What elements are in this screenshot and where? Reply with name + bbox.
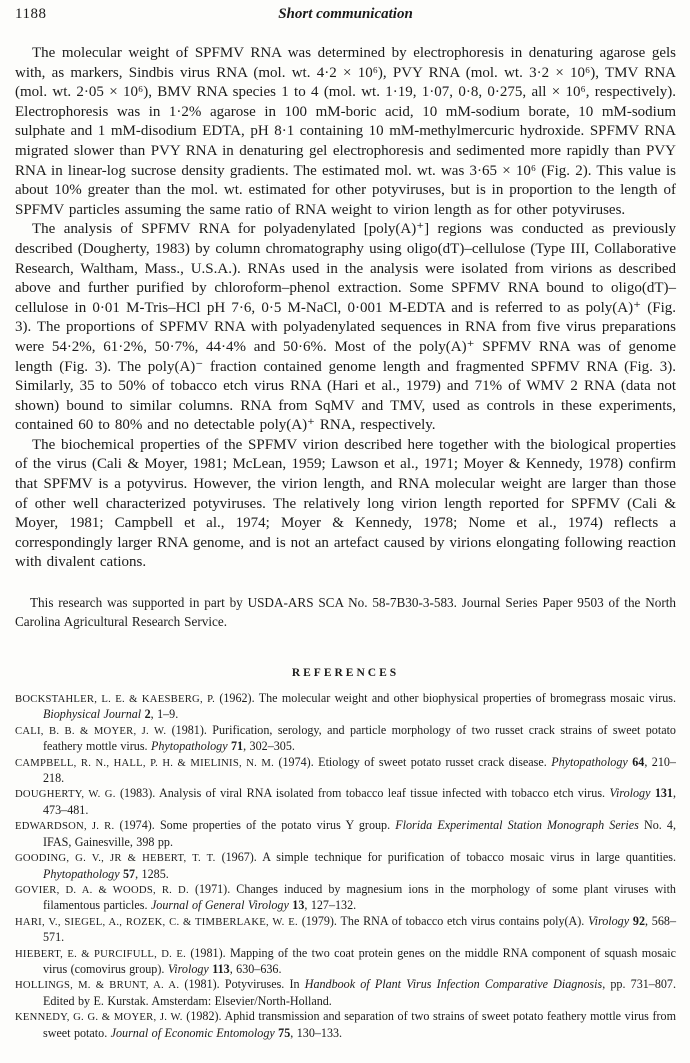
reference-volume: 71 — [227, 739, 244, 754]
reference-authors: DOUGHERTY, W. G. — [15, 789, 116, 801]
reference-volume: 131 — [650, 786, 673, 801]
reference-source: Journal of General Virology — [150, 898, 289, 913]
reference-source: Handbook of Plant Virus Infection Comparative Diagnosis — [304, 977, 603, 992]
reference-pages: , pp. 731–807. Edited by E. Kurstak. Amsterdam: Elsevier/North-Holland. — [43, 977, 677, 1008]
reference-volume: 113 — [208, 961, 230, 976]
reference-body: (1981). Potyviruses. In — [179, 977, 305, 992]
reference-source: Florida Experimental Station Monograph Series — [395, 818, 639, 833]
reference-body: (1982). Aphid transmission and separation of two strains of sweet potato feathery mottle virus from sweet potato. — [43, 1009, 676, 1040]
reference-pages: , 130–133. — [290, 1025, 343, 1040]
reference-pages: , 1285. — [135, 866, 169, 881]
reference-source: Biophysical Journal — [43, 707, 142, 722]
reference-item — [15, 691, 676, 723]
reference-item — [15, 914, 676, 946]
reference-volume: 57 — [119, 866, 136, 881]
reference-authors: CAMPBELL, R. N., HALL, P. H. & MIELINIS, N. M. — [15, 757, 275, 769]
reference-pages: No. 4, IFAS, Gainesville, 398 pp. — [43, 818, 676, 849]
reference-authors: HOLLINGS, M. & BRUNT, A. A. — [15, 980, 180, 992]
reference-source: Phytopathology — [151, 739, 228, 754]
reference-body: (1971). Changes induced by magnesium ions in the morphology of some plant viruses with filamentous particles. — [43, 881, 676, 913]
reference-source: Virology — [588, 913, 630, 928]
reference-item — [15, 882, 676, 914]
reference-authors: HIEBERT, E. & PURCIFULL, D. E. — [15, 948, 186, 960]
reference-volume: 13 — [288, 898, 305, 913]
reference-volume: 75 — [274, 1025, 291, 1040]
reference-pages: , 568–571. — [43, 913, 676, 945]
references-heading: REFERENCES — [291, 667, 400, 680]
reference-authors: GOVIER, D. A. & WOODS, R. D. — [15, 884, 189, 896]
reference-pages: , 1–9. — [150, 707, 179, 722]
body-paragraph: The molecular weight of SPFMV RNA was determined by electrophoresis in denaturing agarose gels with, as markers, Sindbis virus RNA (mol. wt. 4·2 × 10⁶), PVY RNA (mol. wt. 3·2 × 10⁶), TMV RNA (mol. wt. 2·05 × 10⁶), BMV RNA species 1 to 4 (mol. wt. 1·19, 1·07, 0·8, 0·275, all × 10⁶, respectively). Electrophoresis was in 1·2% agarose in 100 mM-boric acid, 10 mM-sodium borate, 10 mM-sodium sulphate and 1 mM-disodium EDTA, pH 8·1 containing 10 mM-methylmercuric hydroxide. SPFMV RNA migrated slower than PVY RNA in denaturing gel electrophoresis and sedimented more rapidly than PVY RNA in linear-log sucrose density gradients. The estimated mol. wt. was 3·65 × 10⁶ (Fig. 2). This value is about 10% greater than the mol. wt. estimated for other potyviruses, but is in proportion to the length of SPFMV particles assuming the same ratio of RNA weight to virion length as for other potyviruses. — [15, 45, 676, 218]
running-title: Short communication — [278, 6, 413, 22]
reference-authors: BOCKSTAHLER, L. E. & KAESBERG, P. — [15, 694, 215, 706]
reference-authors: CALI, B. B. & MOYER, J. W. — [15, 725, 167, 737]
reference-volume: 64 — [627, 754, 645, 769]
reference-body: (1981). Mapping of the two coat protein genes on the middle RNA component of squash mosaic virus (comovirus group). — [43, 945, 676, 976]
reference-item — [15, 755, 676, 787]
reference-body: (1981). Purification, serology, and particle morphology of two russet crack strains of sweet potato feathery mottle virus. — [43, 722, 676, 754]
reference-volume: 2 — [141, 707, 151, 722]
reference-body: (1974). Some properties of the potato virus Y group. — [114, 818, 396, 833]
reference-authors: HARI, V., SIEGEL, A., ROZEK, C. & TIMBERLAKE, W. E. — [15, 916, 298, 928]
acknowledgment: This research was supported in part by USDA-ARS SCA No. 58-7B30-3-583. Journal Series Paper 9503 of the North Carolina Agricultural Research Service. — [15, 595, 676, 630]
reference-item — [15, 850, 676, 882]
reference-source: Virology — [167, 961, 209, 976]
reference-source: Journal of Economic Entomology — [110, 1025, 275, 1040]
reference-source: Phytopathology — [551, 754, 628, 769]
body-paragraph: The biochemical properties of the SPFMV virion described here together with the biological properties of the virus (Cali & Moyer, 1981; McLean, 1959; Lawson et al., 1971; Moyer & Kennedy, 1978) confirm that SPFMV is a potyvirus. However, the virion length, and RNA molecular weight are larger than those of other well characterized potyviruses. The relatively long virion length reported for SPFMV (Cali & Moyer, 1981; Campbell et al., 1974; Moyer & Kennedy, 1978; Nome et al., 1974) reflects a correspondingly larger RNA genome, and is not an artefact caused by virions elongating following reaction with divalent cations. — [15, 436, 676, 571]
reference-pages: , 630–636. — [229, 961, 282, 976]
reference-source: Virology — [609, 786, 651, 801]
page-number: 1188 — [15, 6, 47, 22]
reference-body: (1979). The RNA of tobacco etch virus contains poly(A). — [297, 913, 589, 928]
reference-authors: EDWARDSON, J. R. — [15, 821, 115, 833]
reference-pages: , 210–218. — [43, 754, 676, 786]
reference-body: (1962). The molecular weight and other biophysical properties of bromegrass mosaic virus. — [214, 691, 676, 706]
reference-body: (1967). A simple technique for purification of tobacco mosaic virus in large quantities. — [215, 850, 676, 865]
article-body — [15, 44, 676, 573]
reference-item — [15, 977, 676, 1009]
reference-pages: , 473–481. — [43, 786, 676, 817]
reference-authors: GOODING, G. V., JR & HEBERT, T. T. — [15, 853, 216, 865]
reference-authors: KENNEDY, G. G. & MOYER, J. W. — [15, 1012, 183, 1024]
body-paragraph: The analysis of SPFMV RNA for polyadenylated [poly(A)⁺] regions was conducted as previously described (Dougherty, 1983) by column chromatography using oligo(dT)–cellulose (Type III, Collaborative Research, Waltham, Mass., U.S.A.). RNAs used in the analysis were isolated from virions as described above and further purified by chloroform–phenol extraction. Some SPFMV RNA bound to oligo(dT)–cellulose in 0·01 M-Tris–HCl pH 7·6, 0·5 M-NaCl, 0·001 M-EDTA and is referred to as poly(A)⁺ (Fig. 3). The proportions of SPFMV RNA with polyadenylated sequences in RNA from five virus preparations were 54·2%, 61·2%, 50·7%, 44·4% and 50·6%. Most of the poly(A)⁺ SPFMV RNA was of genome length (Fig. 3). The poly(A)⁻ fraction contained genome length and fragmented SPFMV RNA (Fig. 3). Similarly, 35 to 50% of tobacco etch virus RNA (Hari et al., 1979) and 71% of WMV 2 RNA (data not shown) bound to similar columns. RNA from SqMV and TMV, used as controls in these experiments, contained 60 to 80% and no detectable poly(A)⁺ RNA, respectively. — [15, 221, 676, 434]
reference-body: (1974). Etiology of sweet potato russet crack disease. — [274, 754, 552, 769]
reference-pages: , 302–305. — [243, 739, 295, 754]
reference-item — [15, 786, 676, 818]
reference-item — [15, 723, 676, 755]
reference-item — [15, 1009, 676, 1041]
reference-item — [15, 818, 676, 850]
page-header — [15, 6, 676, 26]
reference-pages: , 127–132. — [304, 898, 357, 913]
reference-item — [15, 946, 676, 978]
reference-volume: 92 — [629, 913, 645, 928]
reference-body: (1983). Analysis of viral RNA isolated from tobacco leaf tissue infected with tobacco etch virus. — [115, 786, 610, 801]
references-list — [15, 691, 676, 1041]
reference-source: Phytopathology — [43, 866, 120, 881]
